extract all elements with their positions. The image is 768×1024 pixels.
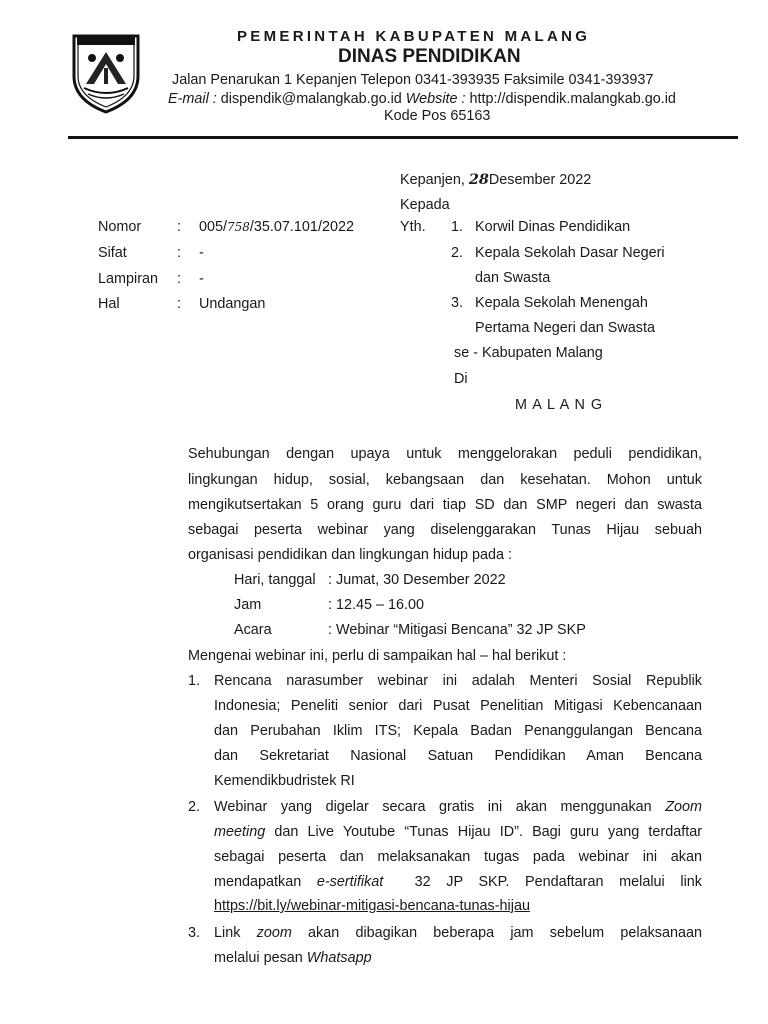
crest-text: KAB. PATEN MALANG — [78, 28, 137, 34]
website-url: http://dispendik.malangkab.go.id — [469, 91, 676, 107]
regency-crest-logo — [68, 28, 144, 114]
schedule-label: Hari, tanggal — [234, 572, 316, 588]
point-line: dan Sekretariat Nasional Satuan Pendidikan Aman Bencana — [214, 748, 702, 764]
website-label: Website : — [405, 91, 466, 107]
point-line: sebagai peserta dan melaksanakan tugas pada webinar ini akan — [214, 849, 702, 865]
point-text: akan dibagikan beberapa jam sebelum pelaksanaan — [291, 925, 702, 941]
recipient-line: Pertama Negeri dan Swasta — [475, 320, 655, 336]
point-text: 32 JP SKP. Pendaftaran melalui link — [383, 874, 702, 890]
registration-link[interactable]: https://bit.ly/webinar-mitigasi-bencana-tunas-hijau — [214, 898, 530, 914]
point-line — [214, 874, 702, 890]
point-line — [214, 799, 702, 815]
recipient-number: 2. — [451, 245, 464, 261]
point-line — [214, 950, 372, 966]
point-text: Link — [214, 925, 257, 941]
handwritten-day: 28 — [468, 171, 489, 188]
point-text-italic: Zoom — [665, 799, 702, 815]
email-label: E-mail : — [168, 91, 217, 107]
kepada-label: Kepada — [400, 197, 450, 213]
recipient-line: dan Swasta — [475, 270, 551, 286]
nomor-value — [199, 219, 354, 235]
yth-label: Yth. — [400, 219, 426, 235]
email-address: dispendik@malangkab.go.id — [220, 91, 402, 107]
hal-value: Undangan — [199, 296, 266, 312]
lampiran-label: Lampiran — [98, 271, 158, 287]
point-line: Indonesia; Peneliti senior dari Pusat Penelitian Mitigasi Kebencanaan — [214, 698, 702, 714]
recipient-line: Korwil Dinas Pendidikan — [475, 219, 631, 235]
postcode: Kode Pos 65163 — [384, 108, 491, 124]
point-text-italic: Whatsapp — [306, 950, 372, 966]
intro-line: organisasi pendidikan dan lingkungan hidup pada : — [188, 547, 513, 563]
nomor-suffix: /35.07.101/2022 — [249, 219, 354, 235]
agency-name: DINAS PENDIDIKAN — [338, 46, 521, 67]
schedule-label: Acara — [234, 622, 272, 638]
point-line: Rencana narasumber webinar ini adalah Menteri Sosial Republik — [214, 673, 702, 689]
point-text: mendapatkan — [214, 874, 317, 890]
lampiran-value: - — [199, 271, 204, 287]
sifat-label: Sifat — [98, 245, 127, 261]
point-text: melalui pesan — [214, 950, 307, 966]
point-number: 3. — [188, 925, 201, 941]
recipient-number: 1. — [451, 219, 464, 235]
government-name: PEMERINTAH KABUPATEN MALANG — [237, 28, 591, 45]
letterhead-divider — [68, 136, 738, 139]
schedule-value: : 12.45 – 16.00 — [328, 597, 425, 613]
hal-label: Hal — [98, 296, 120, 312]
lampiran-colon: : — [177, 271, 181, 287]
recipient-line: Kepala Sekolah Menengah — [475, 295, 648, 311]
point-number: 1. — [188, 673, 201, 689]
point-text: dan Live Youtube “Tunas Hijau ID”. Bagi guru yang terdaftar — [265, 824, 702, 840]
sifat-colon: : — [177, 245, 181, 261]
nomor-colon: : — [177, 219, 181, 235]
points-intro: Mengenai webinar ini, perlu di sampaikan hal – hal berikut : — [188, 648, 567, 664]
recipient-line: Kepala Sekolah Dasar Negeri — [475, 245, 665, 261]
point-line: dan Perubahan Iklim ITS; Kepala Badan Penanggulangan Bencana — [214, 723, 702, 739]
point-text: Webinar yang digelar secara gratis ini akan menggunakan — [214, 799, 666, 815]
point-line — [214, 824, 702, 840]
nomor-prefix: 005/ — [199, 219, 228, 235]
intro-line: Sehubungan dengan upaya untuk menggelorakan peduli pendidikan, — [188, 446, 702, 462]
recipient-region: se - Kabupaten Malang — [454, 345, 603, 361]
hal-colon: : — [177, 296, 181, 312]
point-text-italic: e-sertifikat — [316, 874, 384, 890]
intro-line: lingkungan hidup, sosial, kebangsaan dan kesehatan. Mohon untuk — [188, 472, 702, 488]
place: Kepanjen, — [400, 172, 465, 188]
month-year: Desember 2022 — [488, 172, 592, 188]
point-text-italic: meeting — [214, 824, 266, 840]
agency-address: Jalan Penarukan 1 Kepanjen Telepon 0341-393935 Faksimile 0341-393937 — [172, 72, 654, 88]
nomor-handwritten: 758 — [227, 220, 250, 234]
nomor-label: Nomor — [98, 219, 142, 235]
di-label: Di — [454, 371, 468, 387]
recipient-city: M A L A N G — [515, 397, 604, 413]
schedule-label: Jam — [234, 597, 262, 613]
recipient-number: 3. — [451, 295, 464, 311]
sifat-value: - — [199, 245, 204, 261]
schedule-value: : Webinar “Mitigasi Bencana” 32 JP SKP — [328, 622, 586, 638]
point-text-italic: zoom — [256, 925, 292, 941]
intro-line: sebagai peserta webinar yang diselenggarakan Tunas Hijau sebuah — [188, 522, 702, 538]
intro-line: mengikutsertakan 5 orang guru dari tiap SD dan SMP negeri dan swasta — [188, 497, 702, 513]
point-line: Kemendikbudristek RI — [214, 773, 355, 789]
point-number: 2. — [188, 799, 201, 815]
point-line — [214, 925, 702, 941]
contact-line — [168, 91, 676, 107]
place-date — [400, 171, 591, 188]
schedule-value: : Jumat, 30 Desember 2022 — [328, 572, 506, 588]
